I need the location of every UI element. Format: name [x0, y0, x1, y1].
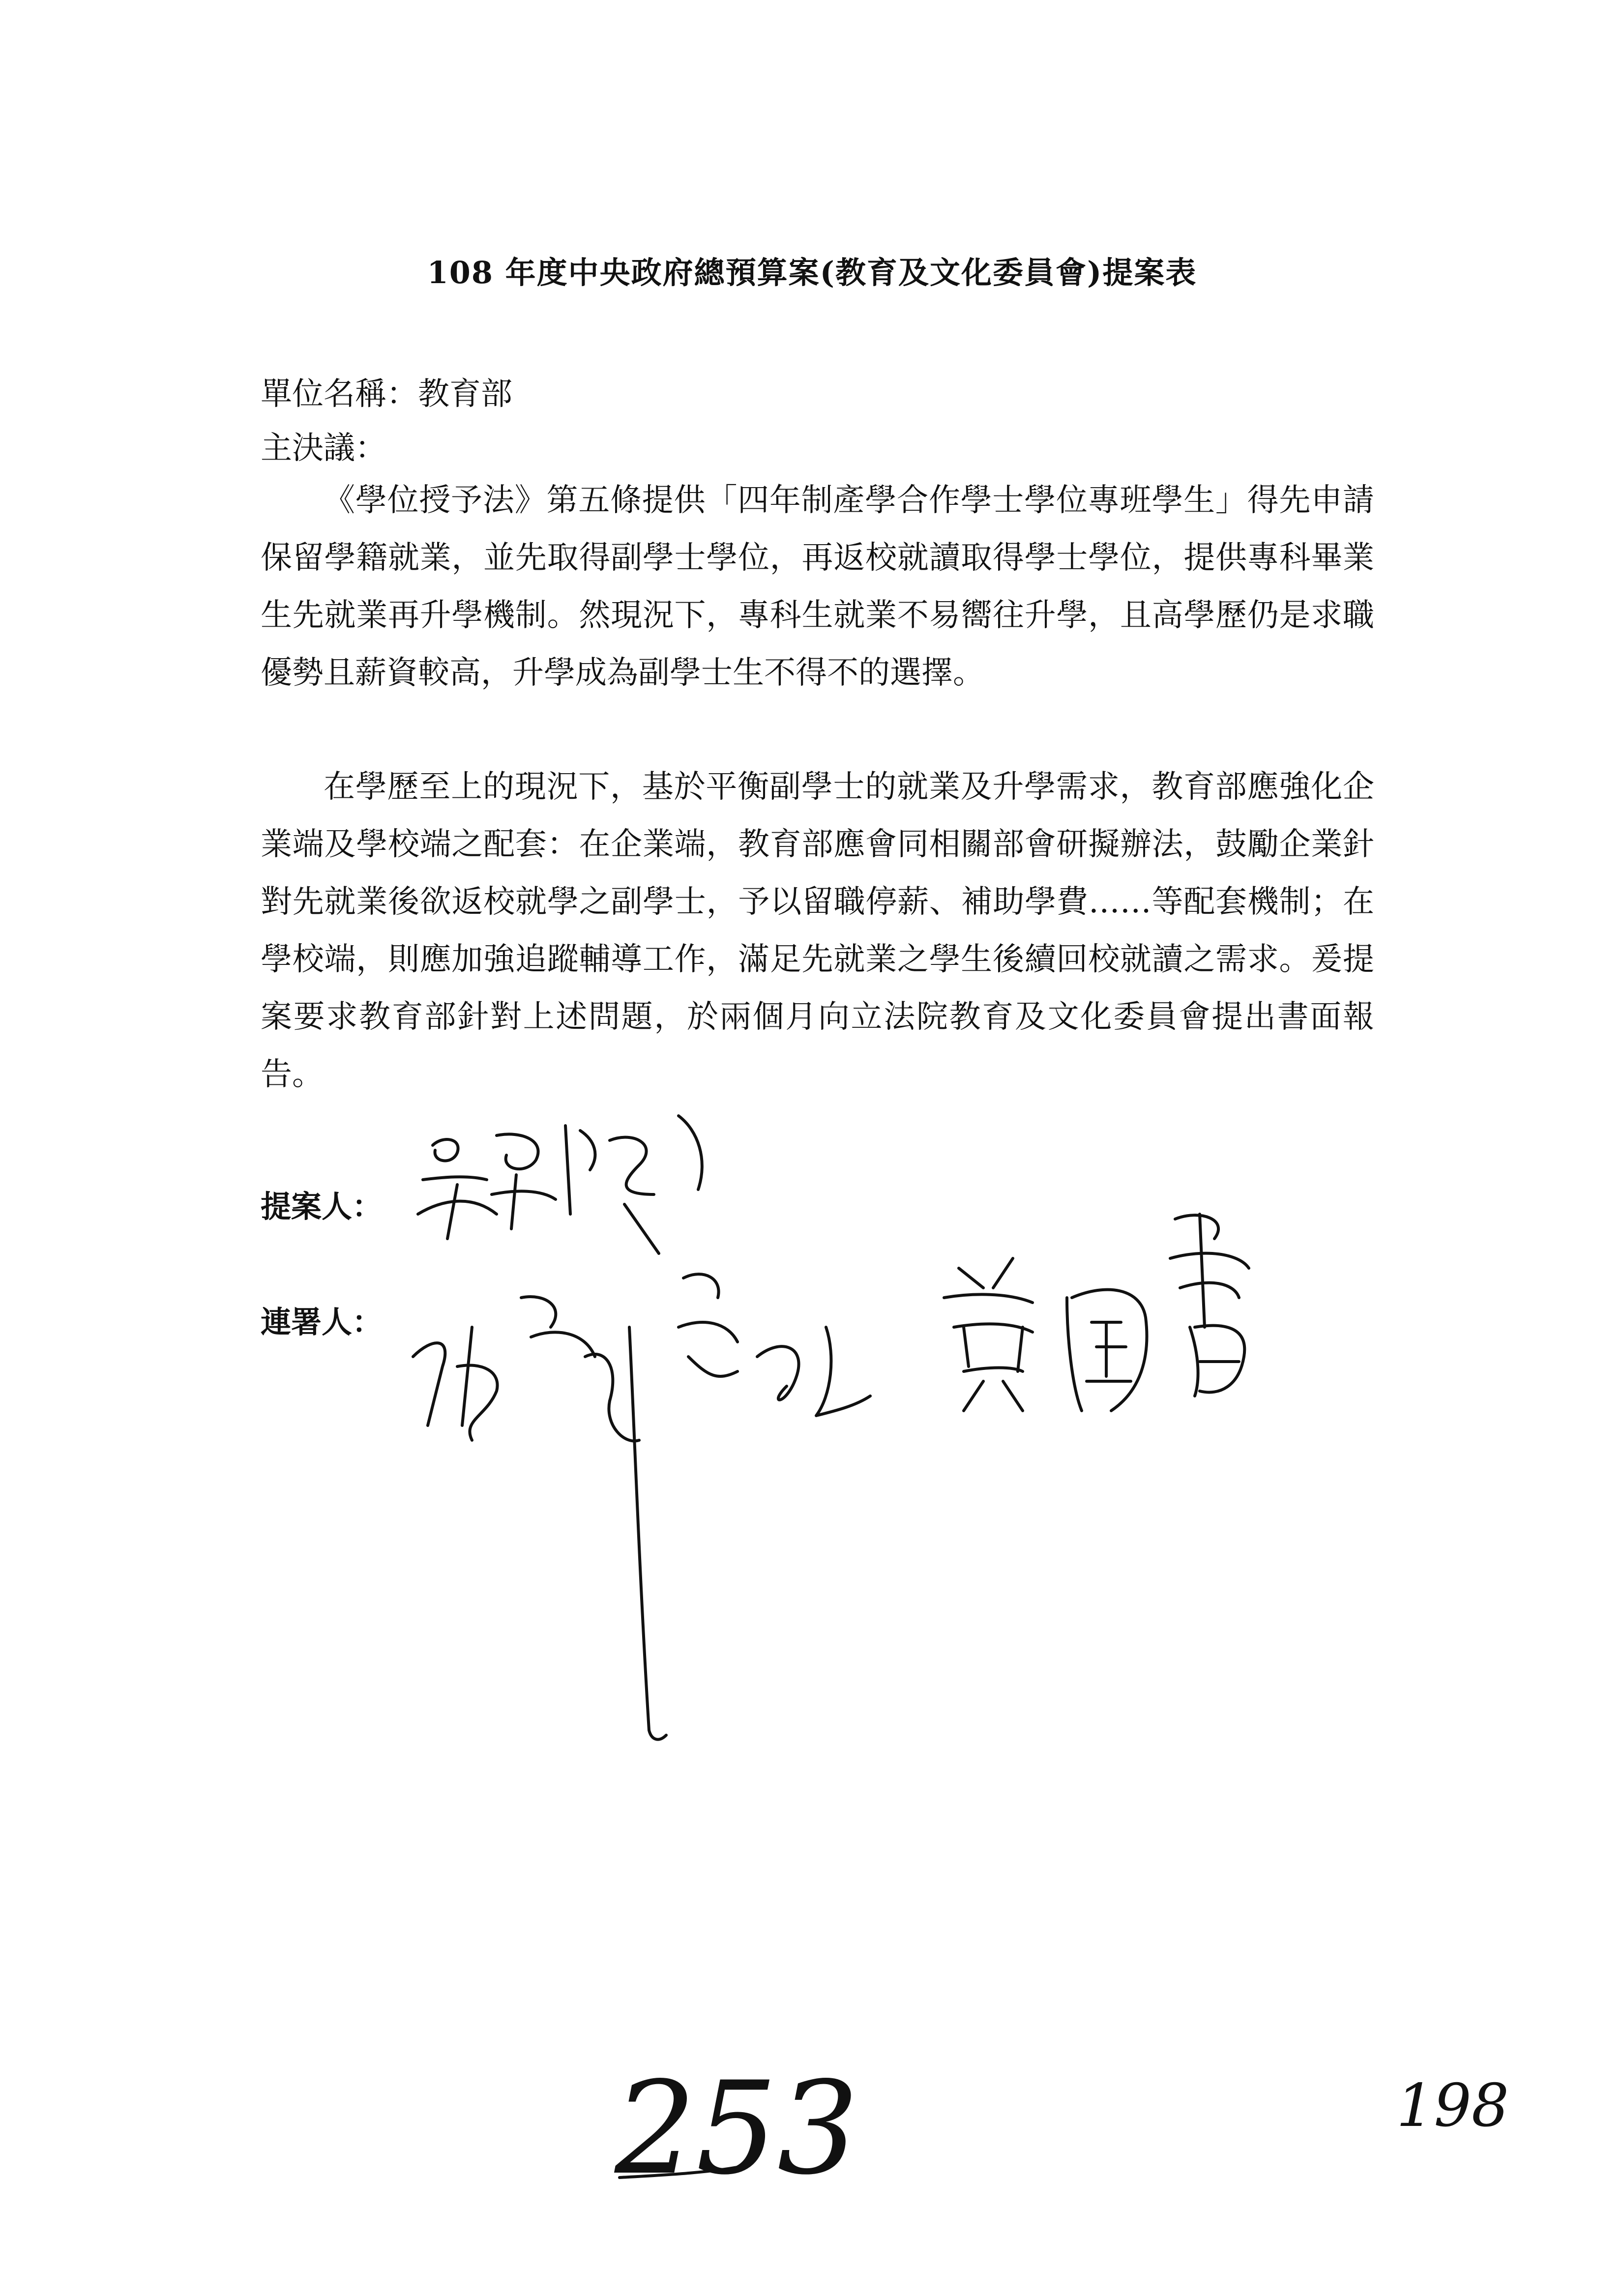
paragraph-1: 《學位授予法》第五條提供「四年制產學合作學士學位專班學生」得先申請保留學籍就業，並先取得副學士學位，再返校就讀取得學士學位，提供專科畢業生先就業再升學機制。然現況下，專科生就業不易嚮往升學，且高學歷仍是求職優勢且薪資較高，升學成為副學士生不得不的選擇。	[261, 482, 1374, 691]
cosigner-label: 連署人：	[261, 1304, 383, 1340]
unit-line: 單位名稱：教育部	[261, 376, 512, 412]
page-number-large-text: 253	[615, 2055, 859, 2203]
page-number-small-text: 198	[1396, 2072, 1509, 2140]
page-number-large	[613, 2055, 858, 2203]
cosigner-signature-2	[944, 1214, 1249, 1411]
document-title: 108 年度中央政府總預算案(教育及文化委員會)提案表	[427, 255, 1197, 291]
proposer-label: 提案人：	[261, 1189, 383, 1224]
proposer-signature	[418, 1116, 702, 1253]
cosigner-signature-1	[413, 1274, 870, 1740]
resolution-label: 主決議：	[261, 430, 386, 466]
page-number-small	[1396, 2072, 1509, 2140]
paragraph-2: 在學歷至上的現況下，基於平衡副學士的就業及升學需求，教育部應強化企業端及學校端之配套：在企業端，教育部應會同相關部會研擬辦法，鼓勵企業針對先就業後欲返校就學之副學士，予以留職停薪、補助學費……等配套機制；在學校端，則應加強追蹤輔導工作，滿足先就業之學生後續回校就讀之需求。爰提案要求教育部針對上述問題，於兩個月向立法院教育及文化委員會提出書面報告。	[261, 769, 1374, 1093]
